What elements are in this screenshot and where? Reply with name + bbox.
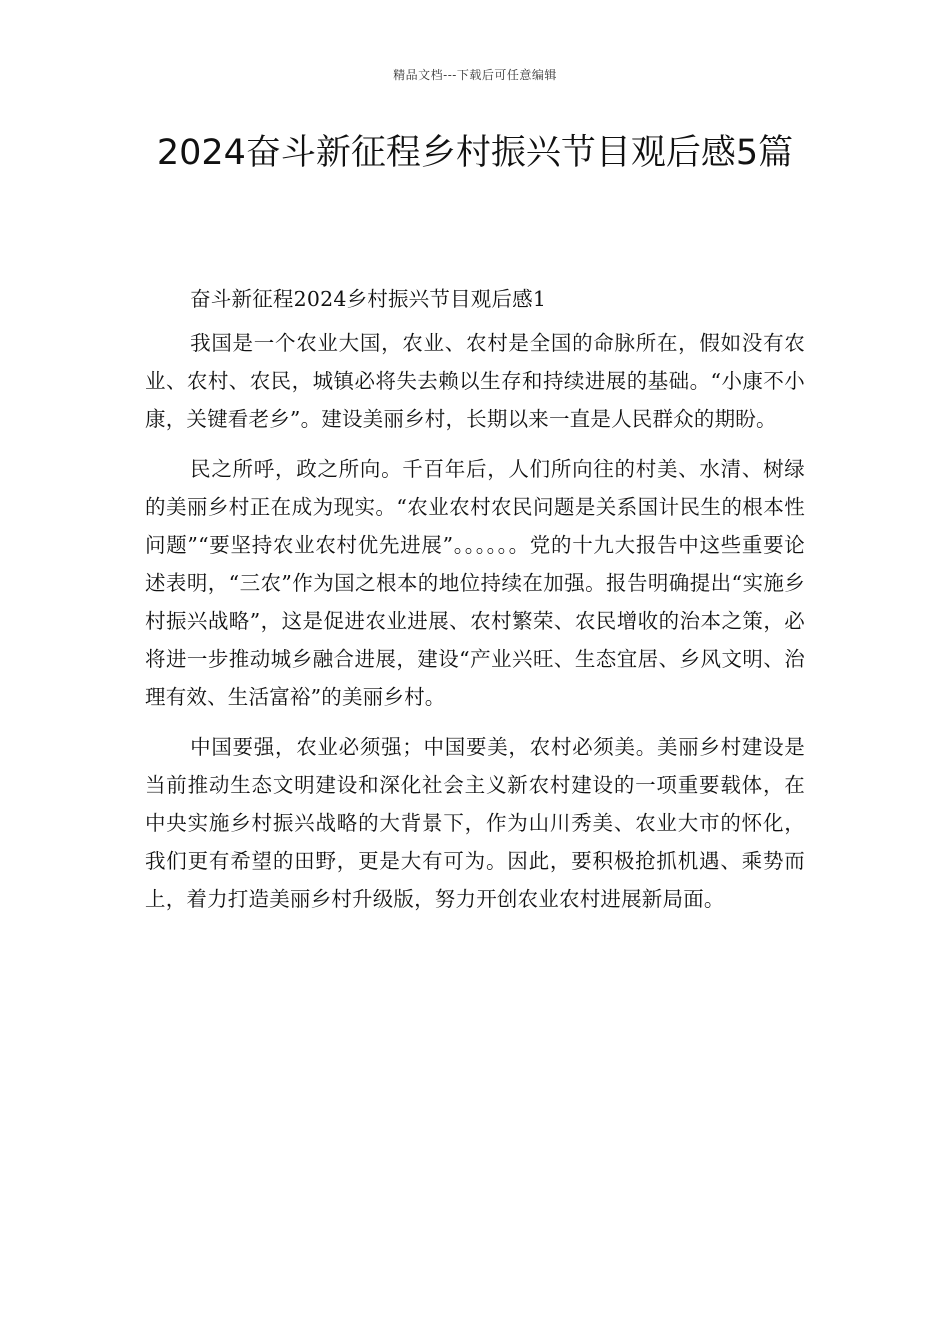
document-title: 2024奋斗新征程乡村振兴节目观后感5篇 [156, 133, 794, 173]
header-note: 精品文档---下载后可任意编辑 [393, 68, 557, 82]
document-body [145, 280, 805, 930]
paragraph-1: 我国是一个农业大国，农业、农村是全国的命脉所在，假如没有农业、农村、农民，城镇必将失去赖以生存和持续进展的基础。“小康不小康，关键看老乡”。建设美丽乡村，长期以来一直是人民群众的期盼。 [145, 331, 805, 431]
paragraph-3: 中国要强，农业必须强；中国要美，农村必须美。美丽乡村建设是当前推动生态文明建设和深化社会主义新农村建设的一项重要载体，在中央实施乡村振兴战略的大背景下，作为山川秀美、农业大市的怀化，我们更有希望的田野，更是大有可为。因此，要积极抢抓机遇、乘势而上，着力打造美丽乡村升级版，努力开创农业农村进展新局面。 [145, 735, 805, 911]
section-subtitle: 奋斗新征程2024乡村振兴节目观后感1 [190, 287, 547, 311]
paragraph-2: 民之所呼，政之所向。千百年后，人们所向往的村美、水清、树绿的美丽乡村正在成为现实。“农业农村农民问题是关系国计民生的根本性问题”“要坚持农业农村优先进展”。。。。。。党的十九大报告中这些重要论述表明，“三农”作为国之根本的地位持续在加强。报告明确提出“实施乡村振兴战略”，这是促进农业进展、农村繁荣、农民增收的治本之策，必将进一步推动城乡融合进展，建设“产业兴旺、生态宜居、乡风文明、治理有效、生活富裕”的美丽乡村。 [145, 457, 805, 709]
